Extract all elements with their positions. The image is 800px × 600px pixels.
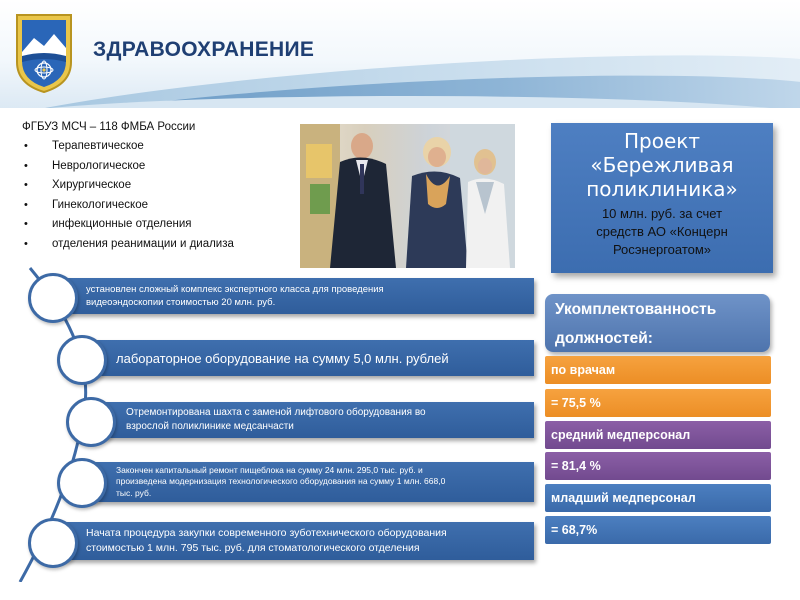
staffing-row: = 81,4 %	[545, 452, 771, 480]
timeline-item	[52, 278, 534, 314]
list-item	[22, 199, 234, 219]
bullet-icon: •	[24, 159, 28, 172]
timeline-text: Закончен капитальный ремонт пищеблока на сумму 24 млн. 295,0 тыс. руб. и	[116, 464, 423, 475]
project-subtitle	[551, 205, 773, 259]
list-item	[22, 218, 234, 238]
department-list	[22, 140, 234, 257]
timeline-text: взрослой поликлинике медсанчасти	[126, 421, 294, 432]
bullet-icon: •	[24, 198, 28, 211]
project-subtitle-line: средств АО «Концерн	[596, 224, 728, 239]
bullet-icon: •	[24, 218, 28, 230]
project-box	[551, 123, 773, 273]
department-label: Неврологическое	[52, 159, 146, 172]
staffing-heading-box	[545, 294, 770, 352]
timeline-item	[52, 522, 534, 560]
project-title-line: поликлиника»	[586, 177, 738, 201]
officials-photo	[300, 124, 515, 268]
timeline-item	[82, 340, 534, 376]
timeline-text: лабораторное оборудование на сумму 5,0 млн. рублей	[116, 350, 449, 366]
staffing-row: средний медперсонал	[545, 421, 771, 449]
timeline-text: Начата процедура закупки современного зуботехнического оборудования	[86, 527, 447, 539]
list-item	[22, 140, 234, 160]
staffing-row: = 75,5 %	[545, 389, 771, 417]
project-title-line: Проект	[623, 129, 700, 153]
timeline-marker	[66, 397, 116, 447]
timeline-text: тыс. руб.	[116, 487, 152, 498]
list-item	[22, 179, 234, 199]
staffing-row: по врачам	[545, 356, 771, 384]
facility-name: ФГБУЗ МСЧ – 118 ФМБА России	[22, 121, 196, 133]
list-item	[22, 160, 234, 180]
coat-of-arms-icon	[14, 12, 74, 94]
staffing-row: младший медперсонал	[545, 484, 771, 512]
page-title: ЗДРАВООХРАНЕНИЕ	[93, 38, 315, 61]
list-item	[22, 238, 234, 258]
achievements-timeline	[0, 262, 540, 582]
timeline-marker	[57, 458, 107, 508]
staffing-row: = 68,7%	[545, 516, 771, 544]
timeline-marker	[28, 273, 78, 323]
timeline-text: установлен сложный комплекс экспертного класса для проведения	[86, 284, 384, 295]
department-label: Терапевтическое	[52, 140, 144, 152]
timeline-text: Отремонтирована шахта с заменой лифтового оборудования во	[126, 407, 426, 418]
project-subtitle-line: 10 млн. руб. за счет	[601, 206, 723, 221]
timeline-marker	[28, 518, 78, 568]
department-label: Хирургическое	[52, 179, 132, 191]
department-label: отделения реанимации и диализа	[52, 237, 234, 250]
timeline-item	[92, 402, 534, 438]
staffing-heading-line: Укомплектованность	[555, 301, 717, 318]
bullet-icon: •	[24, 140, 28, 152]
project-title-line: «Бережливая	[590, 153, 734, 177]
timeline-marker	[57, 335, 107, 385]
department-label: инфекционные отделения	[52, 218, 192, 230]
timeline-text: видеоэндоскопии стоимостью 20 млн. руб.	[86, 297, 276, 308]
timeline-text: стоимостью 1 млн. 795 тыс. руб. для стоматологического отделения	[86, 542, 420, 554]
project-subtitle-line: Росэнергоатом»	[612, 242, 712, 257]
bullet-icon: •	[24, 179, 28, 191]
project-title	[551, 129, 773, 201]
timeline-item	[82, 462, 534, 502]
department-label: Гинекологическое	[52, 198, 148, 211]
timeline-text: произведена модернизация технологического оборудования на сумму 1 млн. 668,0	[116, 476, 446, 487]
photo-illustration	[300, 124, 515, 268]
staffing-heading-line: должностей:	[555, 330, 653, 347]
bullet-icon: •	[24, 237, 28, 250]
